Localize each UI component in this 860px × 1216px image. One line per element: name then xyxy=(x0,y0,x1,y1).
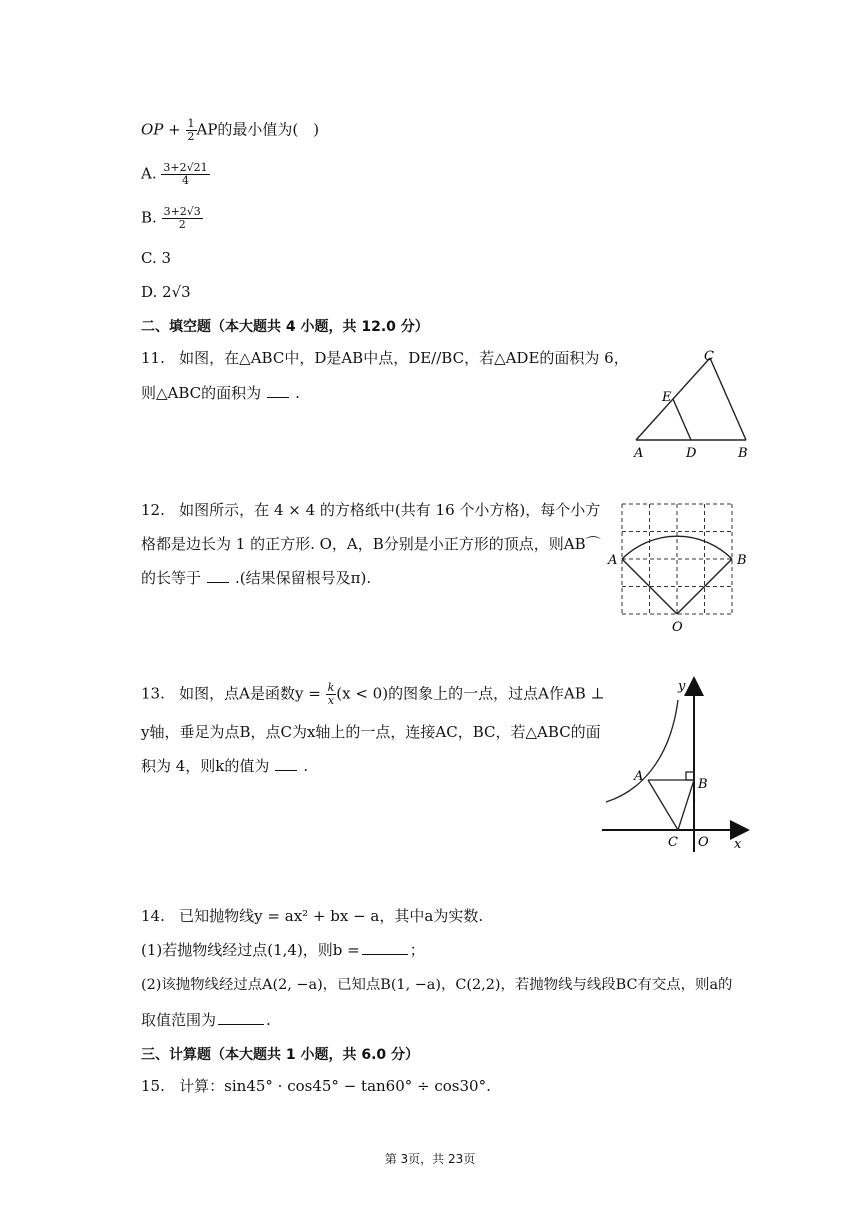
q12-line1 xyxy=(141,500,600,520)
label-o: O xyxy=(698,835,709,850)
option-fraction xyxy=(162,206,203,231)
q12-grid-figure xyxy=(600,496,760,636)
q12-line3 xyxy=(141,568,371,588)
q11-line1 xyxy=(141,348,629,368)
q13-text: (x < 0)的图象上的一点，过点A作AB ⊥ xyxy=(336,684,605,703)
option-text: 2√3 xyxy=(162,283,191,301)
q12-number: 12. xyxy=(141,501,165,519)
label-c: C xyxy=(704,349,714,364)
answer-blank[interactable] xyxy=(207,568,229,583)
q13-line3 xyxy=(141,756,308,776)
answer-blank[interactable] xyxy=(362,940,408,955)
q15-line xyxy=(141,1076,491,1096)
dashed-grid xyxy=(622,504,732,614)
segment-cb xyxy=(710,358,746,440)
q10-expression xyxy=(141,118,319,143)
q14-text: . xyxy=(266,1011,271,1029)
label-d: D xyxy=(686,446,697,461)
answer-blank[interactable] xyxy=(275,756,297,771)
q13-text: 积为 4，则k的值为 xyxy=(141,757,270,775)
q14-line1 xyxy=(141,906,483,926)
option-frac-num: 3+2√3 xyxy=(163,205,201,218)
option-fraction xyxy=(161,162,209,187)
label-x: x xyxy=(734,837,742,852)
q10-expr-prefix: OP + xyxy=(141,120,186,139)
q13-line2: y轴，垂足为点B，点C为x轴上的一点，连接AC，BC，若△ABC的面 xyxy=(141,723,601,741)
q10-option-b xyxy=(141,206,203,231)
q11-triangle-figure xyxy=(626,346,760,464)
page-footer: 第 3页，共 23页 xyxy=(384,1152,476,1166)
answer-blank[interactable] xyxy=(218,1010,264,1025)
q12-text: 如图所示，在 4 × 4 的方格纸中(共有 16 个小方格)，每个小方 xyxy=(179,501,601,519)
label-a: A xyxy=(634,769,644,784)
q13-number: 13. xyxy=(141,684,165,703)
segment-de xyxy=(673,399,691,440)
option-label: D. xyxy=(141,283,158,301)
segment-ac xyxy=(648,780,678,830)
q13-line1 xyxy=(141,682,605,707)
option-frac-den: 2 xyxy=(178,218,186,231)
q13-text: 如图，点A是函数y = xyxy=(179,684,326,703)
q15-text: 计算：sin45° · cos45° − tan60° ÷ cos30°. xyxy=(179,1077,491,1095)
label-y: y xyxy=(678,679,686,694)
option-label: C. xyxy=(141,249,157,267)
q14-text: (1)若抛物线经过点(1,4)，则b = xyxy=(141,941,360,959)
q11-text: . xyxy=(295,384,300,402)
section-2-title: 二、填空题（本大题共 4 小题，共 12.0 分） xyxy=(141,319,429,335)
label-e: E xyxy=(662,390,672,405)
q10-option-c xyxy=(141,248,171,268)
q10-frac-num: 1 xyxy=(187,117,195,130)
label-b: B xyxy=(738,446,748,461)
label-c: C xyxy=(668,835,678,850)
q10-option-a xyxy=(141,162,210,187)
q14-text: 取值范围为 xyxy=(141,1011,217,1029)
q10-frac-den: 2 xyxy=(187,130,195,143)
q13-coordinate-figure xyxy=(598,672,758,858)
q14-line4 xyxy=(141,1010,271,1030)
label-b: B xyxy=(737,553,747,568)
option-label: B. xyxy=(141,208,157,227)
option-frac-den: 4 xyxy=(182,174,189,187)
q11-line2 xyxy=(141,383,300,403)
q13-frac-den: x xyxy=(327,694,335,707)
option-frac-num: 3+2√21 xyxy=(163,161,208,174)
q15-number: 15. xyxy=(141,1077,165,1095)
section-3-title: 三、计算题（本大题共 1 小题，共 6.0 分） xyxy=(141,1047,420,1063)
hyperbola-curve xyxy=(606,700,678,802)
q12-line2: 格都是边长为 1 的正方形. O，A，B分别是小正方形的顶点，则AB⌒ xyxy=(141,535,601,553)
q13-frac-num: k xyxy=(327,681,335,694)
q11-text: 则△ABC的面积为 xyxy=(141,384,262,402)
q14-line2 xyxy=(141,940,425,960)
label-a: A xyxy=(608,553,618,568)
q13-fraction xyxy=(326,682,337,707)
q14-text: ； xyxy=(409,941,425,959)
q12-text: 的长等于 xyxy=(141,569,202,587)
label-o: O xyxy=(672,620,683,635)
segment-bc xyxy=(678,780,694,830)
q12-text: .(结果保留根号及π). xyxy=(235,569,372,587)
option-text: 3 xyxy=(161,249,172,267)
right-angle-mark xyxy=(686,772,694,780)
q13-text: . xyxy=(303,757,309,775)
q14-number: 14. xyxy=(141,907,165,925)
q10-option-d xyxy=(141,282,191,302)
q14-text: 已知抛物线y = ax² + bx − a，其中a为实数. xyxy=(179,907,484,925)
label-a: A xyxy=(634,446,644,461)
label-b: B xyxy=(698,777,708,792)
option-label: A. xyxy=(141,164,157,183)
q10-expr-suffix: AP的最小值为( ) xyxy=(196,120,320,139)
q11-number: 11. xyxy=(141,349,165,367)
q10-fraction xyxy=(186,118,197,143)
q11-text: 如图，在△ABC中，D是AB中点，DE//BC，若△ADE的面积为 6， xyxy=(179,349,629,367)
answer-blank[interactable] xyxy=(267,383,289,398)
q14-line3: (2)该抛物线经过点A(2, −a)，已知点B(1, −a)，C(2,2)，若抛物线与线段BC有交点，则a的 xyxy=(141,977,733,993)
